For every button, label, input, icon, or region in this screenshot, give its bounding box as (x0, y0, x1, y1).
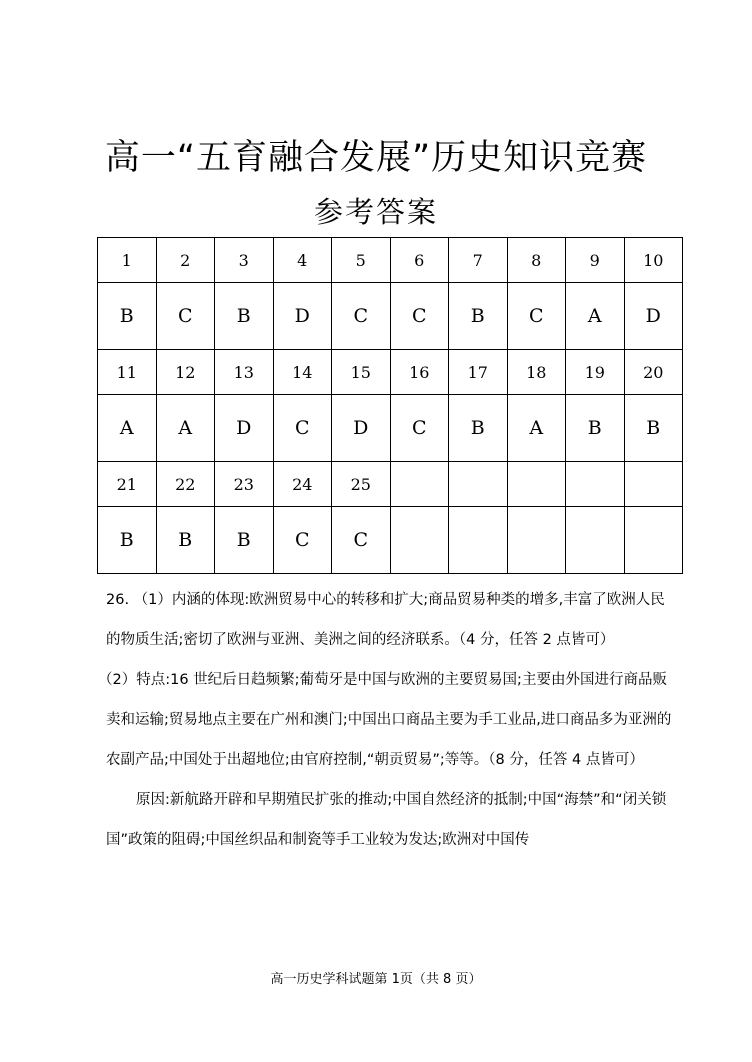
question-number-cell: 16 (390, 350, 449, 395)
question-number-cell: 13 (215, 350, 274, 395)
q26-part3: 原因:新航路开辟和早期殖民扩张的推动;中国自然经济的抵制;中国“海禁”和“闭关锁国”政策的阻碍;中国丝织品和制瓷等手工业较为发达;欧洲对中国传 (106, 792, 667, 848)
question-26-answer (98, 580, 676, 860)
question-number-cell: 9 (566, 238, 625, 283)
answer-cell: A (507, 395, 566, 462)
answer-cell: B (98, 507, 157, 574)
question-number-cell: 23 (215, 462, 274, 507)
answer-cell (566, 507, 625, 574)
answer-cell: B (156, 507, 215, 574)
answer-cell: D (273, 283, 332, 350)
answer-cell: B (215, 507, 274, 574)
question-number-cell: 19 (566, 350, 625, 395)
question-number-cell: 20 (624, 350, 683, 395)
answer-cell (624, 507, 683, 574)
question-number-cell: 7 (449, 238, 508, 283)
question-number-cell: 11 (98, 350, 157, 395)
q26-part2: （2）特点:16 世纪后日趋频繁;葡萄牙是中国与欧洲的主要贸易国;主要由外国进行商品贩卖和运输;贸易地点主要在广州和澳门;中国出口商品主要为手工业品,进口商品多为亚洲的农副产品;中国处于出超地位;由官府控制,“朝贡贸易”;等等。（8 分，任答 4 点皆可） (98, 672, 672, 768)
answer-cell: C (390, 283, 449, 350)
question-number-cell: 22 (156, 462, 215, 507)
question-number-row (98, 462, 683, 507)
question-number-cell: 17 (449, 350, 508, 395)
answer-cell: D (624, 283, 683, 350)
question-number-row (98, 350, 683, 395)
question-number-cell: 12 (156, 350, 215, 395)
answer-cell: D (215, 395, 274, 462)
answer-cell: A (156, 395, 215, 462)
answer-cell (449, 507, 508, 574)
answer-cell: A (566, 283, 625, 350)
question-number-cell (449, 462, 508, 507)
answer-cell: B (98, 283, 157, 350)
question-number-cell (507, 462, 566, 507)
question-number-cell: 21 (98, 462, 157, 507)
question-number-cell: 2 (156, 238, 215, 283)
answer-cell: C (332, 283, 391, 350)
question-number-cell: 15 (332, 350, 391, 395)
answer-cell: D (332, 395, 391, 462)
answer-cell (507, 507, 566, 574)
question-number-cell (624, 462, 683, 507)
question-number-cell: 14 (273, 350, 332, 395)
answer-row (98, 507, 683, 574)
q26-part1: 26. （1）内涵的体现:欧洲贸易中心的转移和扩大;商品贸易种类的增多,丰富了欧洲人民的物质生活;密切了欧洲与亚洲、美洲之间的经济联系。（4 分，任答 2 点皆可） (106, 592, 665, 648)
question-number-cell: 6 (390, 238, 449, 283)
answer-cell: B (624, 395, 683, 462)
answer-row (98, 283, 683, 350)
answer-table (97, 237, 683, 574)
answer-cell (390, 507, 449, 574)
page-title: 高一“五育融合发展”历史知识竞赛 (104, 138, 648, 178)
answer-cell: C (273, 395, 332, 462)
answer-cell: C (332, 507, 391, 574)
question-number-row (98, 238, 683, 283)
answer-cell: B (215, 283, 274, 350)
page-footer: 高一历史学科试题第 1页（共 8 页） (270, 972, 482, 987)
question-number-cell (566, 462, 625, 507)
answer-cell: C (507, 283, 566, 350)
answer-cell: B (449, 395, 508, 462)
answer-cell: B (566, 395, 625, 462)
question-number-cell (390, 462, 449, 507)
question-number-cell: 4 (273, 238, 332, 283)
answer-cell: C (273, 507, 332, 574)
question-number-cell: 5 (332, 238, 391, 283)
answer-row (98, 395, 683, 462)
question-number-cell: 3 (215, 238, 274, 283)
question-number-cell: 25 (332, 462, 391, 507)
question-number-cell: 10 (624, 238, 683, 283)
question-number-cell: 18 (507, 350, 566, 395)
page-subtitle: 参考答案 (313, 195, 438, 229)
answer-cell: A (98, 395, 157, 462)
question-number-cell: 24 (273, 462, 332, 507)
answer-cell: C (156, 283, 215, 350)
answer-cell: B (449, 283, 508, 350)
question-number-cell: 8 (507, 238, 566, 283)
answer-cell: C (390, 395, 449, 462)
question-number-cell: 1 (98, 238, 157, 283)
